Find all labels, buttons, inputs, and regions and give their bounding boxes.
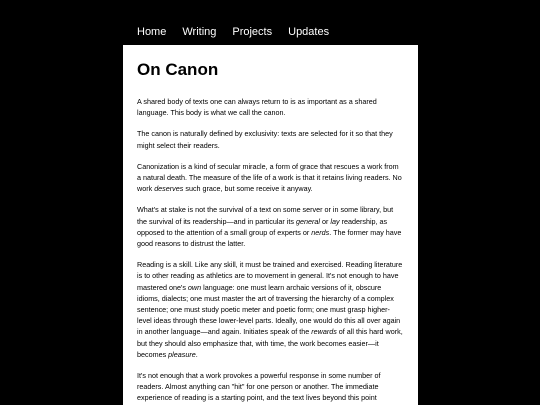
nav-projects-link[interactable]: Projects [232,26,273,38]
text-run: or [319,216,331,226]
paragraph-2: The canon is naturally defined by exclusivity: texts are selected for it so that they might select their readers. [137,129,393,150]
emphasis: pleasure [168,349,196,359]
paragraph-3 [137,161,404,195]
article-page [123,45,418,405]
text-run: Canonization is a kind of secular miracle, a form of grace that rescues a work from a natural death. The measure of the life of a work is that it retains living readers. No work [137,161,402,194]
text-run: Reading is a skill. Like any skill, it must be trained and exercised. Reading literature is to other reading as athletics are to movement in general. It's not enough to have mastered one's [137,260,403,292]
emphasis: lay [330,216,340,226]
text-run: . [195,349,198,359]
text-run: such grace, but some receive it anyway. [183,184,313,194]
nav-updates-link[interactable]: Updates [288,26,330,38]
article-content [123,45,418,404]
emphasis: own [187,282,202,292]
paragraph-1: A shared body of texts one can always return to is as important as a shared language. This body is what we call the canon. [137,97,377,118]
nav-home-link[interactable]: Home [137,26,167,38]
text-run: language: one must learn archaic versions of it, obscure idioms, dialects; one must master the art of traversing the hierarchy of a complex sentence; one must study poetic meter and poetic form; one must grasp higher-level ideas through these lower-level parts. Ideally, one would do this all over again in another language—and again. Initiates speak of the [137,282,401,337]
emphasis: nerds [311,227,330,237]
text-run: What's at stake is not the survival of a text on some server or in some library, but the survival of its readership—and in particular its [137,205,394,226]
top-nav [137,26,329,38]
text-run: of all this hard work, but they should also emphasize that, with time, the work becomes easier—it becomes [137,327,403,359]
text-run: . The former may have good reasons to distrust the latter. [137,227,402,249]
emphasis: rewards [311,327,337,337]
nav-writing-link[interactable]: Writing [182,26,217,38]
emphasis: general [296,216,320,226]
emphasis: deserves [154,184,184,194]
paragraph-5 [137,259,404,360]
text-run: readership, as opposed to the attention of a small group of experts or [137,216,388,237]
paragraph-4 [137,204,404,249]
article-title: On Canon [137,60,219,79]
paragraph-6: It's not enough that a work provokes a powerful response in some number of readers. Almost anything can "hit" for one person or another. The immediate experience of reading is a starting point, and the text lives beyond this point [137,371,381,403]
